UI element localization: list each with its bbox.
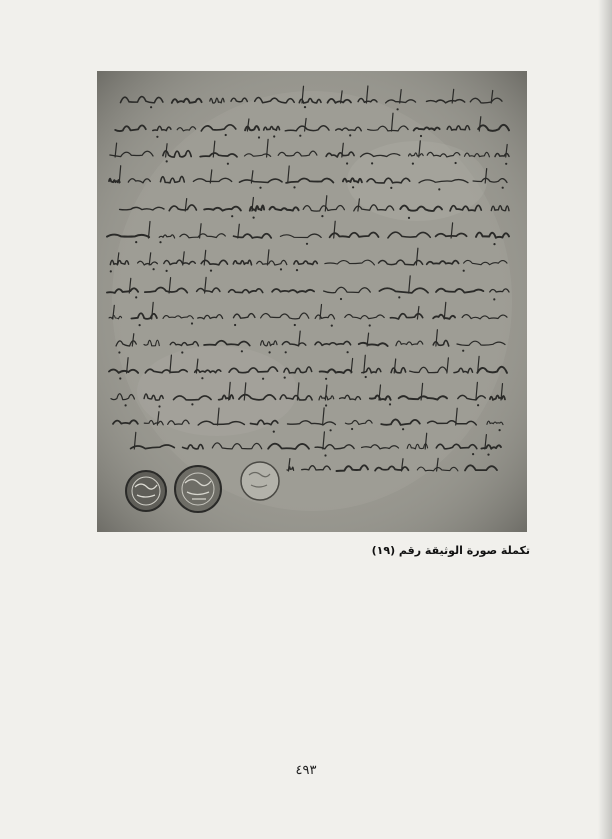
script-dot bbox=[110, 270, 112, 272]
script-dot bbox=[369, 324, 371, 326]
script-dot bbox=[325, 378, 327, 380]
seal-left bbox=[126, 471, 166, 511]
script-dot bbox=[340, 298, 342, 300]
script-dot bbox=[349, 134, 351, 136]
script-dot bbox=[455, 162, 457, 164]
script-dot bbox=[487, 454, 489, 456]
script-dot bbox=[477, 404, 479, 406]
script-dot bbox=[158, 405, 160, 407]
script-dot bbox=[493, 243, 495, 245]
script-dot bbox=[191, 403, 193, 405]
script-dot bbox=[412, 163, 414, 165]
seal-right bbox=[241, 462, 279, 500]
script-dot bbox=[330, 429, 332, 431]
script-dot bbox=[227, 163, 229, 165]
page-number: ٤٩٣ bbox=[295, 763, 317, 778]
script-dot bbox=[285, 351, 287, 353]
script-dot bbox=[306, 243, 308, 245]
script-dot bbox=[280, 268, 282, 270]
script-dot bbox=[225, 134, 227, 136]
script-dot bbox=[159, 241, 161, 243]
script-dot bbox=[293, 186, 295, 188]
script-dot bbox=[125, 404, 127, 406]
script-dot bbox=[438, 188, 440, 190]
script-dot bbox=[321, 215, 323, 217]
script-dot bbox=[273, 135, 275, 137]
script-dot bbox=[420, 135, 422, 137]
script-dot bbox=[502, 187, 504, 189]
script-dot bbox=[262, 378, 264, 380]
script-dot bbox=[325, 404, 327, 406]
script-dot bbox=[347, 351, 349, 353]
script-dot bbox=[463, 270, 465, 272]
script-dot bbox=[166, 160, 168, 162]
script-dot bbox=[231, 215, 233, 217]
script-dot bbox=[324, 454, 326, 456]
script-dot bbox=[472, 453, 474, 455]
script-dot bbox=[346, 162, 348, 164]
script-dot bbox=[462, 350, 464, 352]
script-dot bbox=[304, 106, 306, 108]
script-dot bbox=[135, 296, 137, 298]
script-dot bbox=[505, 163, 507, 165]
script-dot bbox=[119, 377, 121, 379]
script-dot bbox=[284, 377, 286, 379]
script-dot bbox=[234, 324, 236, 326]
script-dot bbox=[253, 217, 255, 219]
figure-caption: تكملة صورة الوثيقة رقم (١٩) bbox=[371, 544, 530, 557]
script-dot bbox=[390, 187, 392, 189]
script-dot bbox=[352, 186, 354, 188]
script-dot bbox=[499, 429, 501, 431]
script-dot bbox=[402, 428, 404, 430]
page-binding-shadow bbox=[598, 0, 612, 839]
script-dot bbox=[398, 296, 400, 298]
seal-middle bbox=[175, 466, 221, 512]
script-dot bbox=[351, 428, 353, 430]
script-dot bbox=[273, 431, 275, 433]
script-dot bbox=[153, 268, 155, 270]
script-dot bbox=[201, 377, 203, 379]
script-dot bbox=[269, 351, 271, 353]
script-dot bbox=[331, 325, 333, 327]
script-dot bbox=[150, 106, 152, 108]
manuscript-drawing bbox=[97, 71, 527, 532]
script-dot bbox=[389, 403, 391, 405]
script-dot bbox=[166, 270, 168, 272]
script-dot bbox=[241, 350, 243, 352]
script-dot bbox=[210, 270, 212, 272]
script-dot bbox=[397, 108, 399, 110]
script-dot bbox=[296, 269, 298, 271]
script-dot bbox=[371, 162, 373, 164]
script-dot bbox=[135, 241, 137, 243]
script-dot bbox=[139, 324, 141, 326]
script-dot bbox=[493, 298, 495, 300]
script-dot bbox=[259, 187, 261, 189]
script-dot bbox=[408, 217, 410, 219]
script-dot bbox=[191, 322, 193, 324]
script-dot bbox=[299, 135, 301, 137]
script-dot bbox=[156, 136, 158, 138]
manuscript-photo bbox=[97, 71, 527, 532]
script-dot bbox=[258, 136, 260, 138]
script-dot bbox=[118, 351, 120, 353]
script-dot bbox=[365, 376, 367, 378]
script-dot bbox=[181, 351, 183, 353]
script-dot bbox=[294, 324, 296, 326]
